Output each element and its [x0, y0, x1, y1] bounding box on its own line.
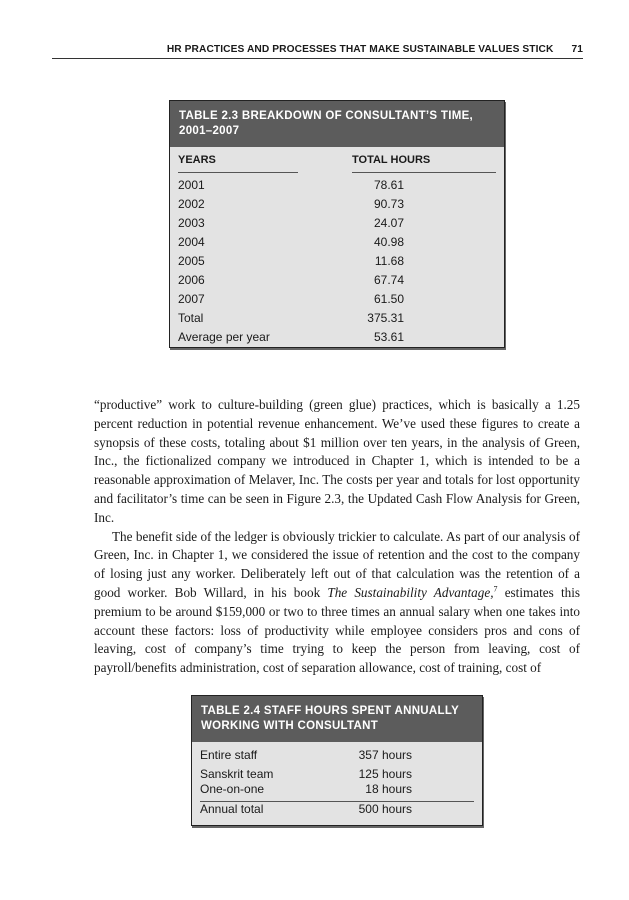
row-label: Entire staff	[200, 748, 258, 762]
table-2-3-body	[170, 172, 504, 347]
row-value: 500 hours	[358, 802, 412, 816]
row-label: 2001	[178, 178, 205, 192]
paragraph-text: estimates this premium to be around $159,000 or two to three times an annual salary when one takes into account these factors: loss of productivity while employee considers pros and cons of leaving, cost of company’s time trying to keep the person from leaving, cost of payroll/benefits administration, cost of separation allowance, cost of training, cost of	[94, 584, 581, 676]
table-row	[170, 252, 504, 271]
row-label: 2003	[178, 216, 205, 230]
page-number: 71	[571, 44, 583, 55]
table-2-3-caption	[170, 101, 504, 147]
row-label: 2002	[178, 197, 205, 211]
row-label: Sanskrit team	[200, 767, 274, 781]
row-label: Total	[178, 311, 204, 325]
table-row	[192, 782, 482, 797]
header-rule	[178, 172, 298, 173]
table-row	[170, 195, 504, 214]
table-row-total	[170, 309, 504, 328]
table-2-3	[169, 100, 505, 348]
table-2-3-caption-line1: TABLE 2.3 BREAKDOWN OF CONSULTANT’S TIME,	[179, 110, 474, 122]
row-label: Annual total	[200, 802, 264, 816]
footnote-ref: 7	[493, 584, 498, 594]
paragraph	[94, 528, 580, 678]
row-value: 24.07	[373, 216, 404, 230]
table-row	[192, 767, 482, 782]
row-value: 357 hours	[358, 748, 412, 762]
row-value: 375.31	[367, 311, 404, 325]
running-head	[52, 44, 583, 59]
header-rule	[352, 172, 496, 173]
running-head-title: HR PRACTICES AND PROCESSES THAT MAKE SUSTAINABLE VALUES STICK	[166, 44, 554, 55]
row-value: 125 hours	[358, 767, 412, 781]
paragraph-text: The benefit side of the ledger is obviously trickier to calculate. As part of our analysis of Green, Inc. in Chapter 1, we considered the issue of retention and the cost to the company of losing just any worker. Deliberately left out of that calculation was the retention of a good worker. Bob Willard, in his book	[94, 528, 580, 600]
table-row	[170, 214, 504, 233]
table-2-4-body	[192, 742, 482, 821]
table-row	[170, 290, 504, 309]
table-2-4-caption	[192, 696, 482, 742]
book-title: The Sustainability Advantage,	[327, 584, 494, 600]
row-value: 61.50	[373, 292, 404, 306]
table-row-total	[192, 802, 482, 821]
body-text	[94, 396, 580, 678]
row-label: 2004	[178, 235, 205, 249]
table-2-4-caption-line2: WORKING WITH CONSULTANT	[201, 720, 379, 732]
row-value: 18 hours	[365, 782, 412, 796]
table-2-4	[191, 695, 483, 826]
row-value: 53.61	[373, 330, 404, 344]
table-row	[170, 176, 504, 195]
table-row	[170, 271, 504, 290]
column-header-years: YEARS	[178, 154, 216, 166]
table-row	[170, 233, 504, 252]
table-2-3-caption-line2: 2001–2007	[179, 125, 240, 137]
row-label: 2005	[178, 254, 205, 268]
row-value: 90.73	[373, 197, 404, 211]
row-value: 78.61	[373, 178, 404, 192]
row-label: Average per year	[178, 330, 270, 344]
row-label: One-on-one	[200, 782, 265, 796]
table-2-4-caption-line1: TABLE 2.4 STAFF HOURS SPENT ANNUALLY	[201, 705, 460, 717]
row-value: 40.98	[373, 235, 404, 249]
row-value: 11.68	[374, 254, 404, 268]
column-header-total-hours: TOTAL HOURS	[352, 154, 431, 166]
row-label: 2007	[178, 292, 205, 306]
row-value: 67.74	[373, 273, 404, 287]
row-label: 2006	[178, 273, 205, 287]
paragraph: “productive” work to culture-building (green glue) practices, which is basically a 1.25 percent reduction in potential revenue enhancement. We’ve used these figures to create a synopsis of these costs, totaling about $1 million over ten years, in the analysis of Green, Inc., the fictionalized company we introduced in Chapter 1, which is intended to be a reasonable approximation of Melaver, Inc. The costs per year and totals for lost opportunity and facilitator’s time can be seen in Figure 2.3, the Updated Cash Flow Analysis for Green, Inc.	[94, 397, 580, 525]
table-2-3-header	[170, 147, 504, 172]
table-row	[192, 748, 482, 767]
table-row-average	[170, 328, 504, 347]
